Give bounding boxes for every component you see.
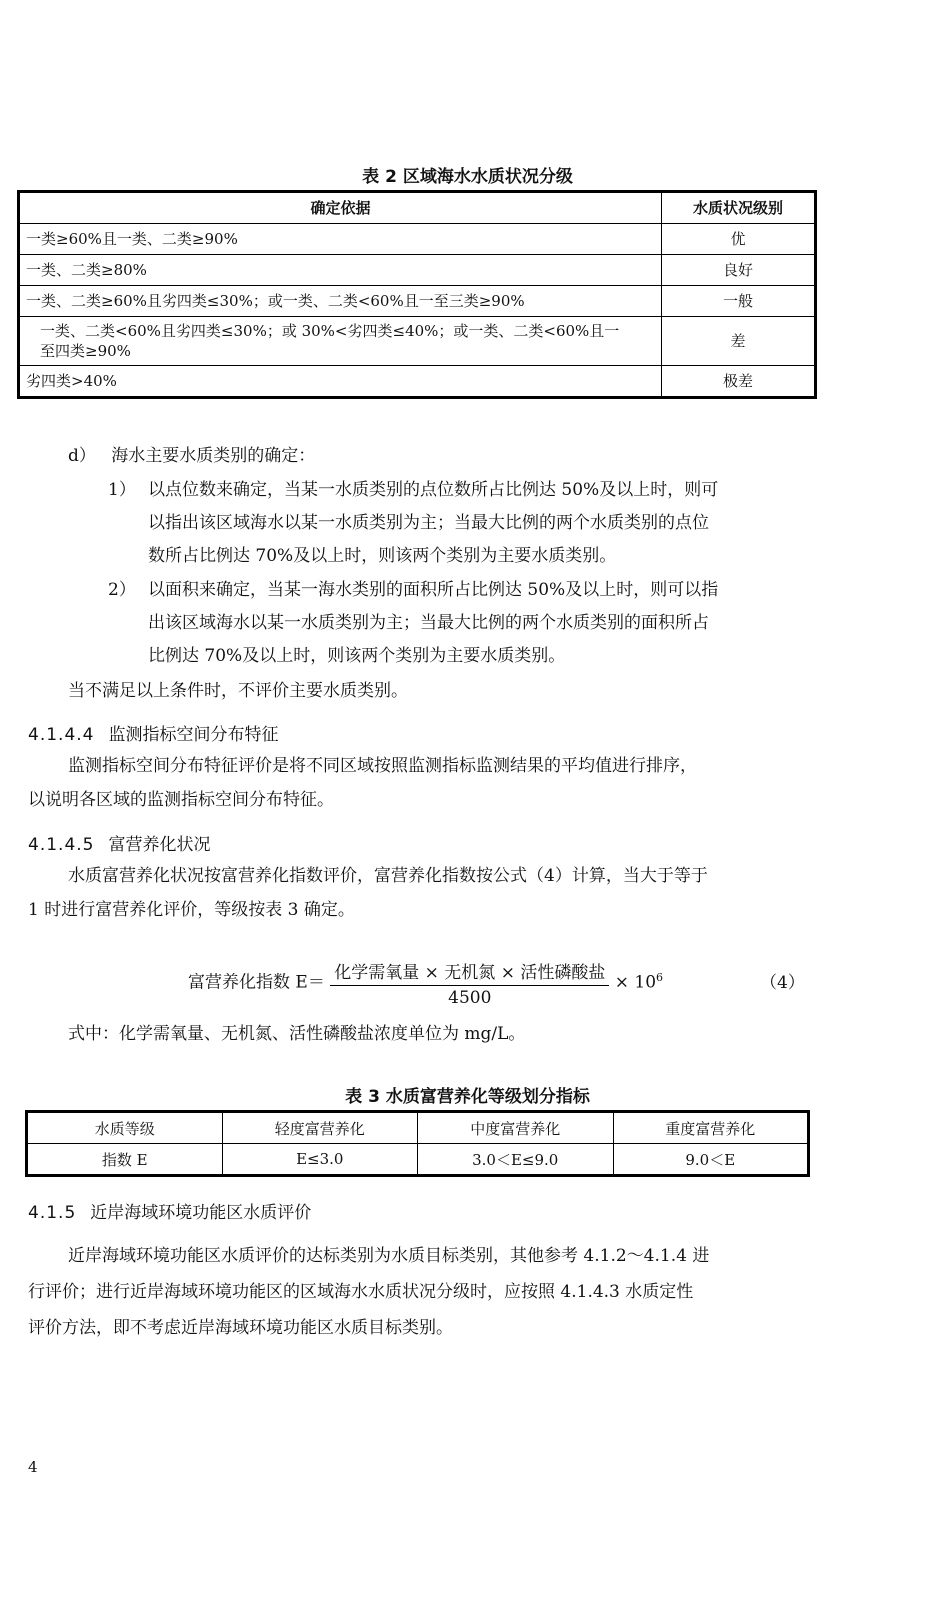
item-line: 出该区域海水以某一水质类别为主；当最大比例的两个水质类别的面积所占	[148, 613, 709, 633]
section-heading-4144	[28, 720, 278, 745]
basis-cell	[19, 317, 662, 366]
closing-text: 当不满足以上条件时，不评价主要水质类别。	[68, 681, 408, 701]
section-heading-4145	[28, 830, 210, 855]
eutrophication-formula	[188, 958, 708, 1008]
table-row	[19, 224, 816, 255]
table-cell: 轻度富营养化	[222, 1112, 418, 1144]
formula-denominator: 4500	[448, 988, 492, 1008]
basis-cell: 劣四类>40%	[19, 366, 662, 398]
section-number: 4.1.4.4	[28, 725, 95, 745]
table-cell: E≤3.0	[222, 1144, 418, 1176]
table-row	[19, 255, 816, 286]
paragraph-line: 监测指标空间分布特征评价是将不同区域按照监测指标监测结果的平均值进行排序，	[68, 756, 697, 776]
paragraph-line: 评价方法，即不考虑近岸海域环境功能区水质目标类别。	[28, 1318, 453, 1338]
basis-cell: 一类、二类≥60%且劣四类≤30%；或一类、二类<60%且一至三类≥90%	[19, 286, 662, 317]
item-line: 以面积来确定，当某一海水类别的面积所占比例达 50%及以上时，则可以指	[148, 580, 719, 600]
grade-cell: 一般	[662, 286, 816, 317]
paragraph-line: 近岸海域环境功能区水质评价的达标类别为水质目标类别，其他参考 4.1.2～4.1.4 进	[68, 1246, 710, 1266]
item-line: 以指出该区域海水以某一水质类别为主；当最大比例的两个水质类别的点位	[148, 513, 709, 533]
section-title: 监测指标空间分布特征	[108, 725, 279, 745]
formula-note: 式中：化学需氧量、无机氮、活性磷酸盐浓度单位为 mg/L。	[68, 1024, 526, 1044]
section-title: 富营养化状况	[108, 835, 211, 855]
item-line: 以点位数来确定，当某一水质类别的点位数所占比例达 50%及以上时，则可	[148, 480, 719, 500]
formula-numerator: 化学需氧量 × 无机氮 × 活性磷酸盐	[330, 958, 609, 986]
item-line: 数所占比例达 70%及以上时，则该两个类别为主要水质类别。	[148, 546, 617, 566]
table-cell: 中度富营养化	[418, 1112, 614, 1144]
paragraph-line: 1 时进行富营养化评价，等级按表 3 确定。	[28, 900, 355, 920]
section-number: 4.1.4.5	[28, 835, 95, 855]
table-cell: 3.0＜E≤9.0	[418, 1144, 614, 1176]
section-number: 4.1.5	[28, 1203, 77, 1223]
table3-caption: 表 3 水质富营养化等级划分指标	[345, 1087, 590, 1107]
grade-cell: 良好	[662, 255, 816, 286]
section-d-text: 海水主要水质类别的确定：	[111, 446, 316, 466]
formula-exponent: 6	[656, 970, 664, 984]
table-header-row	[19, 192, 816, 224]
formula-fraction	[330, 958, 609, 1008]
equation-number: （4）	[760, 973, 805, 993]
grade-cell: 极差	[662, 366, 816, 398]
table-row	[19, 317, 816, 366]
item2-text	[148, 574, 828, 673]
table-row	[19, 366, 816, 398]
basis-cell: 一类≥60%且一类、二类≥90%	[19, 224, 662, 255]
paragraph-line: 行评价；进行近岸海域环境功能区的区域海水水质状况分级时，应按照 4.1.4.3 水质定性	[28, 1282, 694, 1302]
grade-cell: 差	[662, 317, 816, 366]
page-number: 4	[28, 1458, 38, 1476]
header-basis: 确定依据	[19, 192, 662, 224]
table-row	[27, 1112, 809, 1144]
section-d	[68, 440, 315, 473]
water-quality-grading-table	[17, 190, 817, 399]
section-title: 近岸海域环境功能区水质评价	[90, 1203, 312, 1223]
table2-caption: 表 2 区域海水水质状况分级	[362, 167, 573, 187]
paragraph-line: 以说明各区域的监测指标空间分布特征。	[28, 790, 334, 810]
item-line: 比例达 70%及以上时，则该两个类别为主要水质类别。	[148, 646, 566, 666]
section-d-label: d）	[68, 446, 96, 466]
header-grade: 水质状况级别	[662, 192, 816, 224]
table-row	[27, 1144, 809, 1176]
section-heading-415	[28, 1198, 311, 1223]
table-cell: 水质等级	[27, 1112, 223, 1144]
eutrophication-grading-table	[25, 1110, 810, 1177]
table-cell: 9.0＜E	[613, 1144, 809, 1176]
basis-line: 一类、二类<60%且劣四类≤30%；或 30%<劣四类≤40%；或一类、二类<60%且一	[40, 322, 620, 340]
paragraph-line: 水质富营养化状况按富营养化指数评价，富营养化指数按公式（4）计算，当大于等于	[68, 866, 708, 886]
table-cell: 重度富营养化	[613, 1112, 809, 1144]
item1-text	[148, 474, 828, 573]
formula-multiplier: × 10	[614, 972, 657, 993]
item1-label: 1）	[108, 480, 136, 500]
table-cell: 指数 E	[27, 1144, 223, 1176]
table-row	[19, 286, 816, 317]
item2-label: 2）	[108, 580, 136, 600]
grade-cell: 优	[662, 224, 816, 255]
formula-lhs: 富营养化指数 E＝	[188, 972, 325, 993]
basis-cell: 一类、二类≥80%	[19, 255, 662, 286]
basis-line: 至四类≥90%	[40, 342, 131, 360]
